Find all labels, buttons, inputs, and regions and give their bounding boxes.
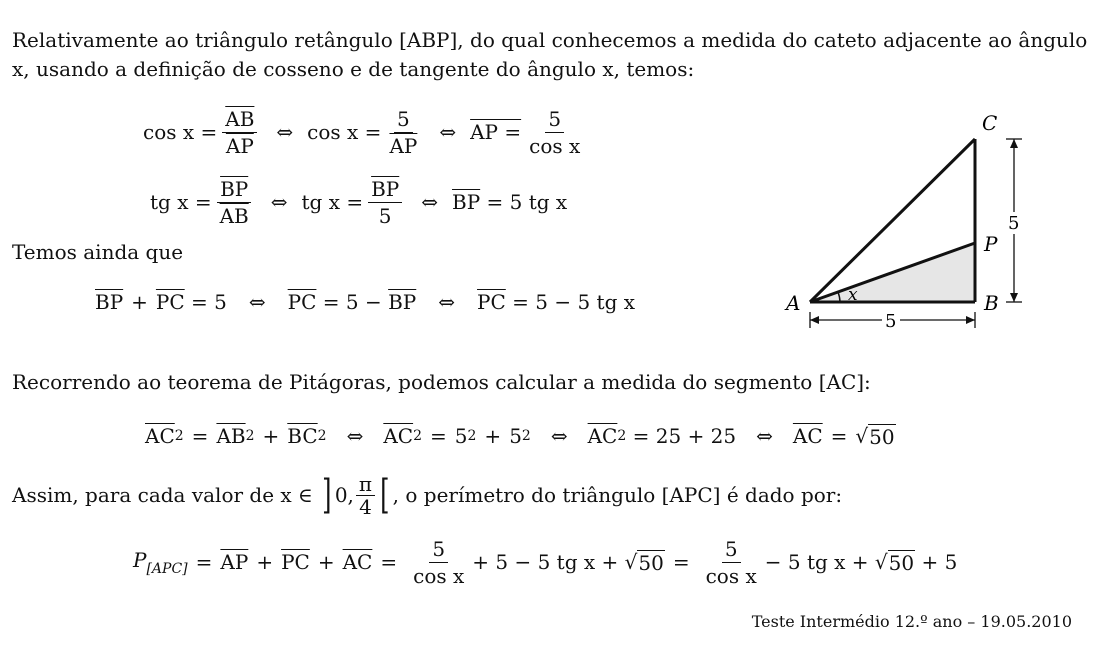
dimension-bc-label: 5 — [1008, 213, 1020, 234]
label-a: A — [786, 291, 801, 315]
label-p: P — [984, 232, 998, 256]
footer-source: Teste Intermédio 12.º ano – 19.05.2010 — [751, 612, 1072, 631]
label-c: C — [982, 111, 998, 135]
triangle-figure — [770, 100, 1040, 345]
temos-ainda-text: Temos ainda que — [12, 240, 184, 264]
intro-line-2: x, usando a definição de cosseno e de tangente do ângulo x, temos: — [12, 57, 695, 81]
pitagoras-text: Recorrendo ao teorema de Pitágoras, podemos calcular a medida do segmento [AC]: — [12, 370, 871, 394]
equation-bp-pc: $\overline{BP}$ + $\overline{PC}$ = 5 ⇔ $\overline{PC}$ = 5 − $\overline{BP}$ ⇔ $\overline{PC}$ = 5 − 5 tg x — [95, 290, 636, 314]
intro-line-1: Relativamente ao triângulo retângulo [ABP], do qual conhecemos a medida do cateto adjacente ao ângulo — [12, 28, 1088, 52]
equation-perimeter: $P_{[APC]}$ = $\overline{AP}$ + $\overline{PC}$ + $\overline{AC}$ = $\frac{5}{\text{cos x}}$ + 5 − 5 tg x + √ 50 = $\frac{5}{\text{cos x}}$ − 5 tg x + √ 50 + 5 — [133, 536, 958, 588]
equation-cos: cos x = $\frac{\overline{AB}}{AP}$ ⇔ cos x = $\frac{5}{AP}$ ⇔ AP = $\frac{5}{\text{cos x}}$ — [143, 106, 581, 158]
label-b: B — [984, 291, 999, 315]
equation-tg: tg x = $\frac{\overline{BP}}{AB}$ ⇔ tg x = $\frac{\overline{BP}}{5}$ ⇔ $\overline{BP}$ = 5 tg x — [150, 176, 568, 228]
dimension-ab-label: 5 — [885, 311, 897, 332]
label-x: x — [848, 285, 858, 305]
assim-text: Assim, para cada valor de x ∈ ] 0, $\frac{\pi}{4}$ [ , o perímetro do triângulo [APC] é dado por: — [12, 471, 843, 519]
equation-pitagoras: $\overline{AC}$ 2 = $\overline{AB}$ 2 + $\overline{BC}$ 2 ⇔ $\overline{AC}$ 2 = 5 2 + 5 2 ⇔ $\overline{AC}$ 2 = 25 + 25 ⇔ $\overline{AC}$ = √ 50 — [145, 424, 895, 449]
